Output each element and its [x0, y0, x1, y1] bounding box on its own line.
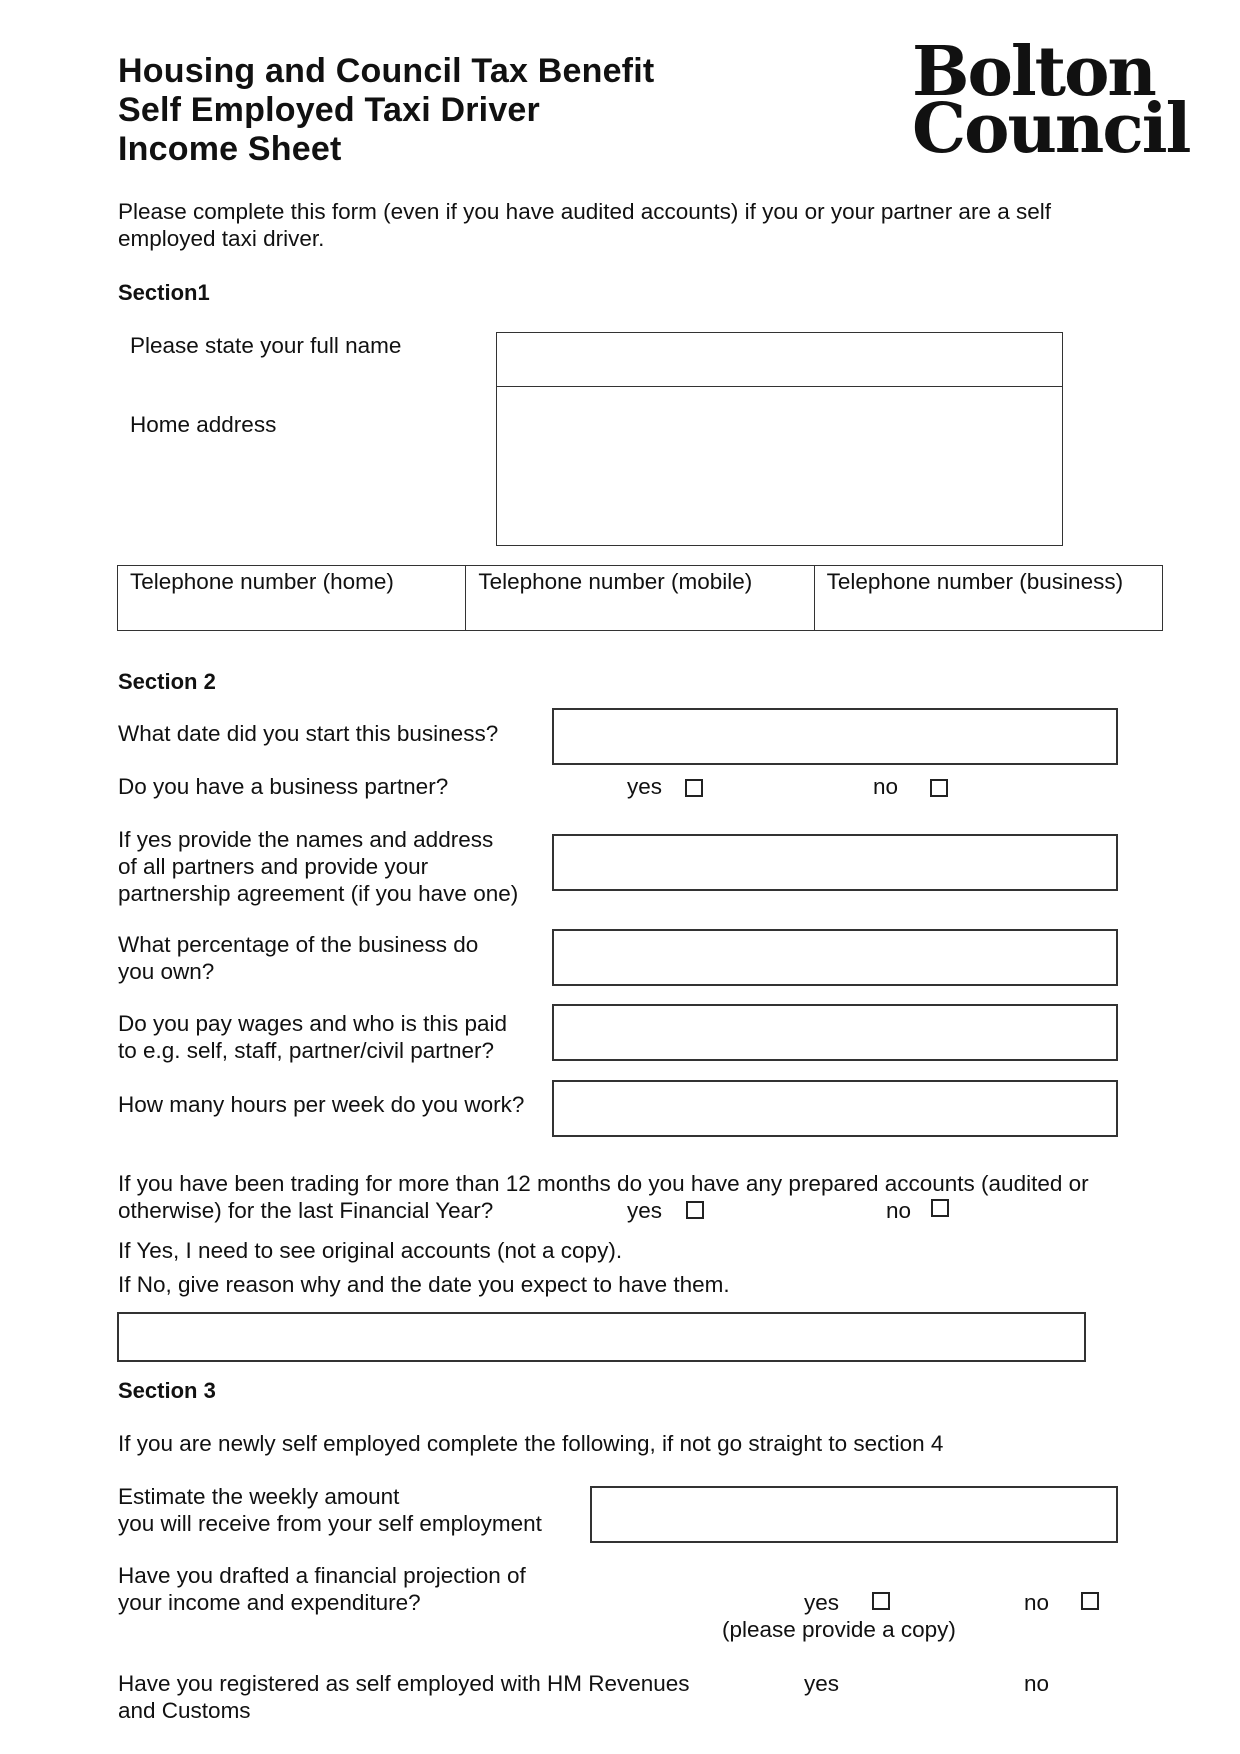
partner-yes-label: yes [627, 774, 663, 799]
partner-yes-checkbox[interactable] [685, 779, 703, 797]
home-address-label: Home address [130, 412, 277, 437]
percentage-line-2: you own? [118, 959, 215, 984]
percentage-field[interactable] [552, 929, 1118, 986]
accounts-line-2: otherwise) for the last Financial Year? [118, 1198, 494, 1223]
projection-line-2: your income and expenditure? [118, 1590, 421, 1615]
start-date-field[interactable] [552, 708, 1118, 765]
estimate-line-2: you will receive from your self employment [118, 1511, 542, 1536]
estimate-label [118, 1483, 542, 1537]
partner-details-line-1: If yes provide the names and address [118, 827, 494, 852]
wages-field[interactable] [552, 1004, 1118, 1061]
telephone-mobile-label: Telephone number (mobile) [478, 569, 753, 594]
wages-label [118, 1010, 507, 1064]
title-line-1: Housing and Council Tax Benefit [118, 52, 655, 90]
wages-line-1: Do you pay wages and who is this paid [118, 1011, 507, 1036]
provide-copy-note: (please provide a copy) [722, 1617, 956, 1642]
accounts-reason-field[interactable] [117, 1312, 1086, 1362]
accounts-no-checkbox[interactable] [931, 1199, 949, 1217]
partner-label: Do you have a business partner? [118, 774, 449, 799]
telephone-business-label: Telephone number (business) [826, 569, 1124, 594]
partner-details-field[interactable] [552, 834, 1118, 891]
logo-line-2: Council [912, 89, 1190, 169]
title-line-2: Self Employed Taxi Driver [118, 91, 540, 129]
estimate-line-1: Estimate the weekly amount [118, 1484, 400, 1509]
telephone-business-field[interactable] [815, 566, 1162, 630]
partner-details-line-2: of all partners and provide your [118, 854, 429, 879]
registered-label [118, 1670, 690, 1724]
if-yes-text: If Yes, I need to see original accounts (not a copy). [118, 1238, 623, 1263]
section3-heading: Section 3 [118, 1378, 216, 1403]
registered-line-2: and Customs [118, 1698, 251, 1723]
accounts-yes-label: yes [627, 1198, 663, 1223]
projection-no-label: no [1024, 1590, 1050, 1615]
percentage-line-1: What percentage of the business do [118, 932, 479, 957]
logo-line-1: Bolton [912, 32, 1155, 112]
partner-details-line-3: partnership agreement (if you have one) [118, 881, 519, 906]
wages-line-2: to e.g. self, staff, partner/civil partner? [118, 1038, 495, 1063]
accounts-no-label: no [886, 1198, 912, 1223]
if-no-text: If No, give reason why and the date you expect to have them. [118, 1272, 730, 1297]
telephone-home-field[interactable] [118, 566, 466, 630]
projection-no-checkbox[interactable] [1081, 1592, 1099, 1610]
intro-text: Please complete this form (even if you have audited accounts) if you or your partner are a self employed taxi driver. [118, 199, 1051, 251]
accounts-yes-checkbox[interactable] [686, 1201, 704, 1219]
bolton-council-logo [912, 32, 1190, 169]
projection-label [118, 1562, 526, 1616]
partner-no-label: no [873, 774, 899, 799]
page-title [118, 52, 654, 169]
hours-label: How many hours per week do you work? [118, 1092, 525, 1117]
section2-heading: Section 2 [118, 669, 216, 694]
title-line-3: Income Sheet [118, 130, 342, 168]
section3-intro: If you are newly self employed complete the following, if not go straight to section 4 [118, 1431, 944, 1456]
hours-field[interactable] [552, 1080, 1118, 1137]
registered-line-1: Have you registered as self employed with HM Revenues [118, 1671, 690, 1696]
percentage-label [118, 931, 478, 985]
full-name-label: Please state your full name [130, 333, 402, 358]
projection-line-1: Have you drafted a financial projection of [118, 1563, 526, 1588]
partner-no-checkbox[interactable] [930, 779, 948, 797]
registered-no-label[interactable]: no [1024, 1671, 1050, 1696]
projection-yes-label: yes [804, 1590, 840, 1615]
telephone-home-label: Telephone number (home) [130, 569, 394, 594]
section1-heading: Section1 [118, 280, 210, 305]
projection-yes-checkbox[interactable] [872, 1592, 890, 1610]
telephone-table [117, 565, 1163, 631]
full-name-field[interactable] [496, 332, 1063, 388]
accounts-line-1: If you have been trading for more than 12 months do you have any prepared accounts (audited or [118, 1171, 1089, 1196]
registered-yes-label[interactable]: yes [804, 1671, 840, 1696]
start-date-label: What date did you start this business? [118, 721, 499, 746]
estimate-field[interactable] [590, 1486, 1118, 1543]
telephone-mobile-field[interactable] [466, 566, 814, 630]
partner-details-label [118, 826, 518, 907]
home-address-field[interactable] [496, 386, 1063, 546]
